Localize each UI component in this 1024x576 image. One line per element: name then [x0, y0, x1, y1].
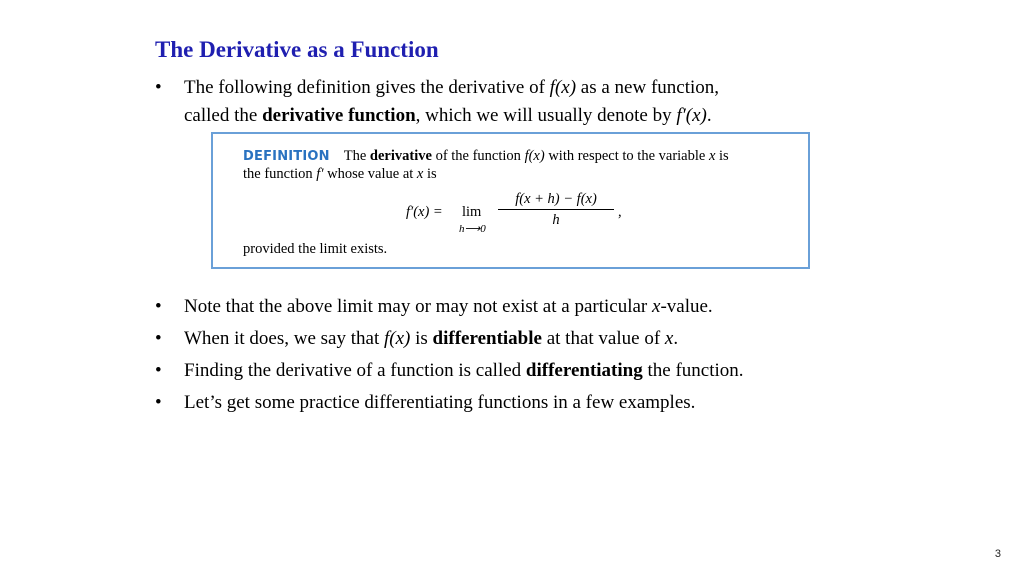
definition-line-2 [243, 165, 437, 183]
definition-text: The [343, 148, 370, 164]
bullet-dot: • [155, 77, 162, 98]
slide-title: The Derivative as a Function [155, 37, 439, 62]
formula-comma: , [618, 204, 622, 220]
definition-label: DEFINITION [243, 149, 330, 164]
note-text: When it does, we say that [184, 328, 384, 349]
bold-term: differentiating [525, 360, 643, 381]
derivative-formula [406, 190, 666, 236]
note-text: Finding the derivative of a function is called [184, 360, 526, 381]
math-x: x [708, 148, 716, 164]
note-text: -value. [660, 296, 713, 317]
formula-limit [459, 203, 486, 235]
definition-text: the function [243, 166, 317, 182]
note-text: the function. [642, 360, 744, 381]
intro-bullet [155, 74, 719, 130]
bullet-dot: • [155, 392, 162, 413]
page-number: 3 [994, 548, 1001, 560]
intro-text: called the [184, 105, 263, 126]
definition-footer: provided the limit exists. [243, 241, 388, 257]
math-x: x [416, 166, 424, 182]
notes-bullet-list [155, 291, 744, 419]
limit-operator: lim [462, 204, 482, 220]
intro-text: . [706, 105, 712, 126]
note-bullet [155, 291, 744, 323]
definition-line-1 [243, 147, 729, 166]
difference-quotient [498, 190, 614, 229]
math-x: x [664, 328, 674, 349]
quotient-denominator: h [552, 212, 560, 228]
bullet-dot: • [155, 328, 162, 349]
quotient-numerator: f(x + h) − f(x) [515, 191, 597, 207]
note-text: at that value of [541, 328, 665, 349]
intro-text: , which we will usually denote by [415, 105, 677, 126]
bold-term: derivative [369, 148, 432, 164]
intro-bullet-list [155, 74, 719, 130]
limit-subscript: h⟶0 [459, 223, 486, 235]
math-fx: f(x) [549, 77, 577, 98]
math-fx: f(x) [524, 148, 545, 164]
intro-text: as a new function, [576, 77, 720, 98]
definition-text: whose value at [323, 166, 417, 182]
bold-term: differentiable [432, 328, 542, 349]
note-text: Let’s get some practice differentiating functions in a few examples. [184, 392, 696, 413]
intro-text: The following definition gives the derivative of [184, 77, 550, 98]
math-x: x [652, 296, 661, 317]
definition-box [211, 132, 810, 269]
formula-lhs: f′(x) = [406, 204, 443, 220]
fraction-bar [498, 209, 614, 210]
note-text: . [673, 328, 679, 349]
bullet-dot: • [155, 360, 162, 381]
definition-text: with respect to the variable [544, 148, 709, 164]
note-bullet [155, 387, 744, 419]
note-bullet [155, 355, 744, 387]
note-text: Note that the above limit may or may not exist at a particular [184, 296, 652, 317]
math-fprime-x: f′(x) [676, 105, 707, 126]
definition-text: is [715, 148, 729, 164]
math-fprime: f′ [316, 166, 324, 182]
note-text: is [410, 328, 433, 349]
definition-text: is [423, 166, 437, 182]
math-fx: f(x) [383, 328, 411, 349]
bullet-dot: • [155, 296, 162, 317]
definition-text: of the function [431, 148, 525, 164]
note-bullet [155, 323, 744, 355]
bold-term: derivative function [262, 105, 416, 126]
